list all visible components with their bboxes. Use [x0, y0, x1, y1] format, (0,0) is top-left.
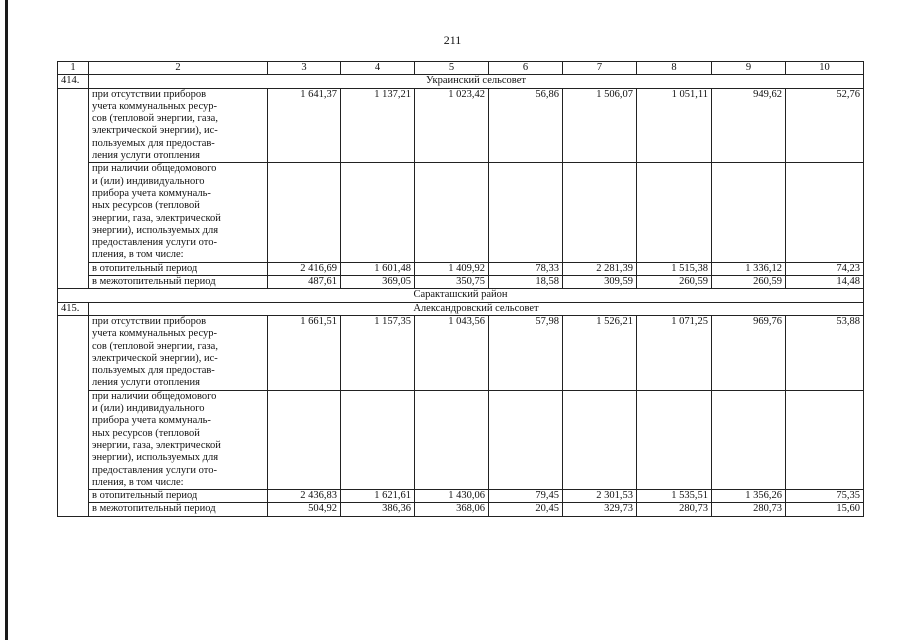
row-label-line: в отопительный период [92, 490, 198, 502]
header-cell: 7 [563, 62, 637, 75]
header-cell: 3 [268, 62, 341, 75]
row-label-line: в отопительный период [92, 262, 198, 274]
value-cell: 15,60 [786, 503, 864, 516]
value-cell: 1 661,51 [268, 315, 341, 390]
value-cell: 369,05 [341, 276, 415, 289]
value-cell: 260,59 [712, 276, 786, 289]
value-cell: 1 157,35 [341, 315, 415, 390]
page-binding-edge [5, 0, 8, 640]
row-label-line: ных ресурсов (тепловой [92, 200, 200, 212]
row-label-line: в межотопительный период [92, 276, 216, 288]
header-cell: 8 [637, 62, 712, 75]
value-cell: 1 071,25 [637, 315, 712, 390]
row-label-line: предоставления услуги ото- [92, 464, 217, 476]
value-cell [786, 390, 864, 489]
row-label [89, 88, 268, 163]
header-cell: 1 [58, 62, 89, 75]
row-label-line: ления услуги отопления [92, 150, 200, 162]
row-label-line: и (или) индивидуального [92, 175, 205, 187]
table-row [58, 390, 864, 489]
row-label-line: электрической энергии), ис- [92, 125, 218, 137]
table-row [58, 503, 864, 516]
value-cell: 309,59 [563, 276, 637, 289]
row-label-line: при отсутствии приборов [92, 315, 207, 327]
value-cell [637, 163, 712, 262]
row-label [89, 262, 268, 275]
row-label-line: и (или) индивидуального [92, 403, 205, 415]
table-row [58, 276, 864, 289]
row-label-line: в межотопительный период [92, 503, 216, 515]
row-label-line: электрической энергии), ис- [92, 352, 218, 364]
section-title: Александровский сельсовет [89, 302, 864, 315]
district-row [58, 289, 864, 302]
row-label-line: при отсутствии приборов [92, 88, 207, 100]
value-cell: 57,98 [489, 315, 563, 390]
table-body [58, 62, 864, 517]
value-cell: 1 535,51 [637, 490, 712, 503]
value-cell: 18,58 [489, 276, 563, 289]
value-cell: 1 409,92 [415, 262, 489, 275]
value-cell: 386,36 [341, 503, 415, 516]
row-label-line: учета коммунальных ресур- [92, 328, 217, 340]
row-label-line: энергии, газа, электрической [92, 439, 221, 451]
row-label-line: предоставления услуги ото- [92, 237, 217, 249]
value-cell: 1 137,21 [341, 88, 415, 163]
value-cell: 969,76 [712, 315, 786, 390]
row-label [89, 276, 268, 289]
value-cell [712, 390, 786, 489]
row-label [89, 503, 268, 516]
row-label [89, 390, 268, 489]
row-label [89, 490, 268, 503]
header-cell: 5 [415, 62, 489, 75]
tariff-table [57, 61, 864, 517]
value-cell: 1 506,07 [563, 88, 637, 163]
table-row [58, 490, 864, 503]
value-cell: 1 641,37 [268, 88, 341, 163]
value-cell: 52,76 [786, 88, 864, 163]
value-cell: 329,73 [563, 503, 637, 516]
value-cell [415, 390, 489, 489]
value-cell [268, 163, 341, 262]
value-cell: 75,35 [786, 490, 864, 503]
header-cell: 2 [89, 62, 268, 75]
value-cell: 2 281,39 [563, 262, 637, 275]
row-label-line: энергии), используемых для [92, 452, 219, 464]
value-cell [786, 163, 864, 262]
row-label-line: пления, в том числе: [92, 249, 184, 261]
header-cell: 4 [341, 62, 415, 75]
row-label-line: энергии, газа, электрической [92, 212, 221, 224]
value-cell [563, 163, 637, 262]
value-cell: 79,45 [489, 490, 563, 503]
value-cell: 280,73 [712, 503, 786, 516]
value-cell [712, 163, 786, 262]
value-cell: 1 601,48 [341, 262, 415, 275]
value-cell [415, 163, 489, 262]
row-label [89, 163, 268, 262]
value-cell: 20,45 [489, 503, 563, 516]
page-number: 211 [443, 33, 462, 47]
value-cell: 1 526,21 [563, 315, 637, 390]
value-cell: 1 515,38 [637, 262, 712, 275]
row-label-line: при наличии общедомового [92, 390, 217, 402]
header-row [58, 62, 864, 75]
value-cell: 368,06 [415, 503, 489, 516]
row-label-line: пления, в том числе: [92, 476, 184, 488]
section-title: Украинский сельсовет [89, 75, 864, 88]
row-label-line: пользуемых для предостав- [92, 137, 215, 149]
section-row [58, 75, 864, 88]
value-cell: 949,62 [712, 88, 786, 163]
value-cell [489, 163, 563, 262]
table-row [58, 88, 864, 163]
value-cell [637, 390, 712, 489]
value-cell: 280,73 [637, 503, 712, 516]
section-number-cell [58, 88, 89, 289]
table-row [58, 315, 864, 390]
table-row [58, 262, 864, 275]
value-cell: 1 051,11 [637, 88, 712, 163]
section-row [58, 302, 864, 315]
value-cell: 1 621,61 [341, 490, 415, 503]
row-label-line: прибора учета коммуналь- [92, 187, 211, 199]
value-cell: 260,59 [637, 276, 712, 289]
row-label-line: прибора учета коммуналь- [92, 415, 211, 427]
value-cell [563, 390, 637, 489]
value-cell: 53,88 [786, 315, 864, 390]
value-cell: 2 436,83 [268, 490, 341, 503]
value-cell: 1 430,06 [415, 490, 489, 503]
section-number: 415. [58, 302, 89, 315]
value-cell: 1 336,12 [712, 262, 786, 275]
value-cell: 1 023,42 [415, 88, 489, 163]
row-label-line: пользуемых для предостав- [92, 365, 215, 377]
row-label-line: ных ресурсов (тепловой [92, 427, 200, 439]
row-label-line: при наличии общедомового [92, 163, 217, 175]
row-label [89, 315, 268, 390]
value-cell: 74,23 [786, 262, 864, 275]
row-label-line: сов (тепловой энергии, газа, [92, 340, 218, 352]
row-label-line: учета коммунальных ресур- [92, 100, 217, 112]
value-cell [341, 163, 415, 262]
value-cell [341, 390, 415, 489]
value-cell: 14,48 [786, 276, 864, 289]
header-cell: 10 [786, 62, 864, 75]
value-cell: 78,33 [489, 262, 563, 275]
value-cell: 2 301,53 [563, 490, 637, 503]
row-label-line: сов (тепловой энергии, газа, [92, 113, 218, 125]
header-cell: 9 [712, 62, 786, 75]
district-name: Саракташский район [58, 289, 864, 302]
row-label-line: энергии), используемых для [92, 224, 219, 236]
value-cell: 2 416,69 [268, 262, 341, 275]
value-cell: 56,86 [489, 88, 563, 163]
value-cell: 350,75 [415, 276, 489, 289]
value-cell: 1 043,56 [415, 315, 489, 390]
value-cell [268, 390, 341, 489]
value-cell [489, 390, 563, 489]
section-number-cell [58, 315, 89, 516]
table-row [58, 163, 864, 262]
value-cell: 1 356,26 [712, 490, 786, 503]
header-cell: 6 [489, 62, 563, 75]
row-label-line: ления услуги отопления [92, 377, 200, 389]
value-cell: 504,92 [268, 503, 341, 516]
section-number: 414. [58, 75, 89, 88]
value-cell: 487,61 [268, 276, 341, 289]
